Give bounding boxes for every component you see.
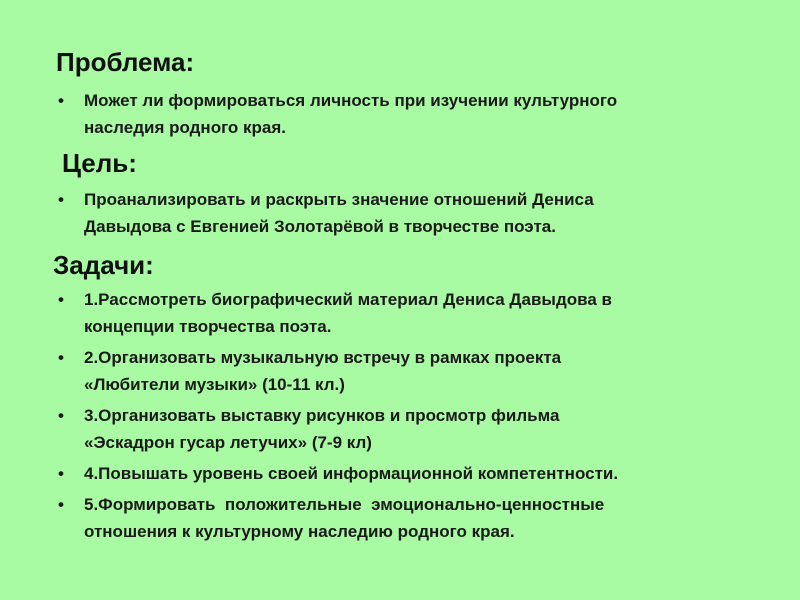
goal-item <box>58 186 738 240</box>
task-item-line-1: 3.Организовать выставку рисунков и просмотр фильма <box>84 406 560 425</box>
task-item-5 <box>58 491 738 545</box>
task-item-2 <box>58 344 738 398</box>
goal-list <box>58 186 738 240</box>
task-item-3 <box>58 402 738 456</box>
bullet-icon: • <box>58 495 64 514</box>
goal-item-line-1: Проанализировать и раскрыть значение отношений Дениса <box>84 190 594 209</box>
goal-heading: Цель: <box>62 148 137 178</box>
problem-item-line-2: наследия родного края. <box>84 118 287 137</box>
task-item-line-2: «Любители музыки» (10-11 кл.) <box>84 375 345 394</box>
task-item-line-2: концепции творчества поэта. <box>84 317 332 336</box>
problem-heading: Проблема: <box>56 47 195 77</box>
bullet-icon: • <box>58 348 64 367</box>
task-item-1 <box>58 286 738 340</box>
bullet-icon: • <box>58 464 64 483</box>
bullet-icon: • <box>58 190 64 209</box>
problem-list <box>58 87 738 141</box>
problem-item-line-1: Может ли формироваться личность при изучении культурного <box>84 91 618 110</box>
bullet-icon: • <box>58 406 64 425</box>
tasks-list <box>58 286 738 549</box>
tasks-heading: Задачи: <box>53 250 154 280</box>
task-item-line-2: отношения к культурному наследию родного края. <box>84 522 515 541</box>
task-item-line-1: 4.Повышать уровень своей информационной компетентности. <box>84 464 619 483</box>
bullet-icon: • <box>58 290 64 309</box>
task-item-line-1: 2.Организовать музыкальную встречу в рамках проекта <box>84 348 562 367</box>
task-item-line-2: «Эскадрон гусар летучих» (7-9 кл) <box>84 433 372 452</box>
goal-item-line-2: Давыдова с Евгенией Золотарёвой в творчестве поэта. <box>84 217 556 236</box>
task-item-4 <box>58 460 738 487</box>
bullet-icon: • <box>58 91 64 110</box>
problem-item <box>58 87 738 141</box>
task-item-line-1: 5.Формировать положительные эмоционально-ценностные <box>84 495 605 514</box>
task-item-line-1: 1.Рассмотреть биографический материал Дениса Давыдова в <box>84 290 612 309</box>
